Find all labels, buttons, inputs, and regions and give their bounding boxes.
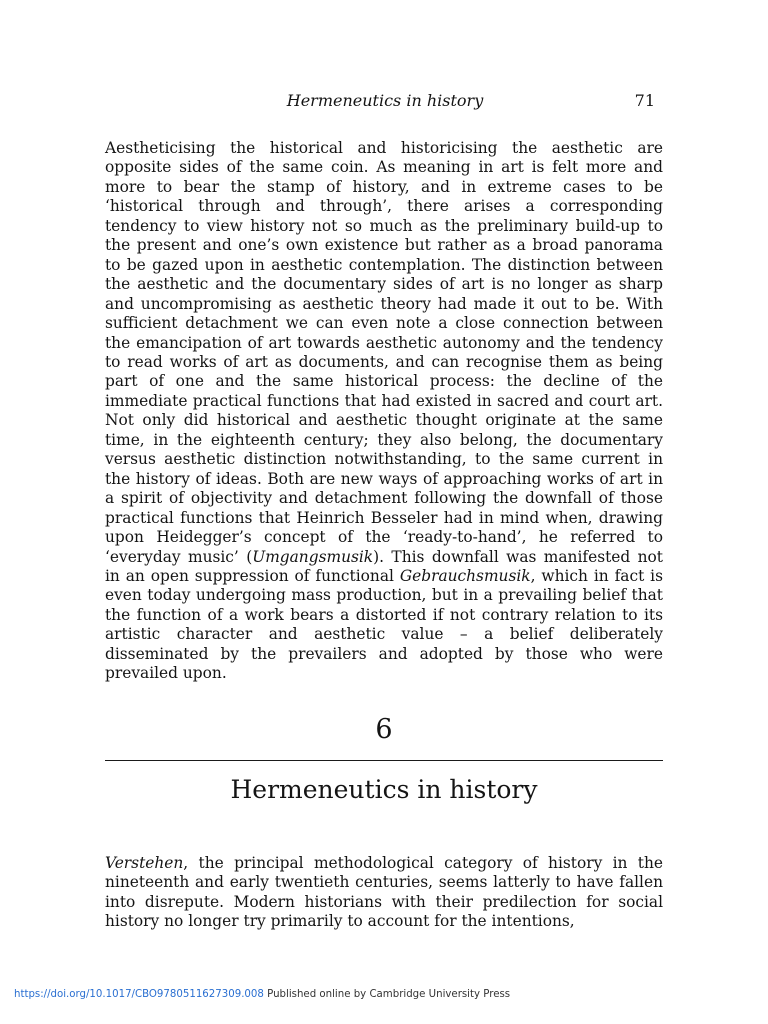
paragraph-1-italic-umgangsmusik: Umgangsmusik xyxy=(252,547,374,566)
paragraph-2 xyxy=(105,854,663,932)
running-title: Hermeneutics in history xyxy=(286,91,484,110)
publisher-note: Published online by Cambridge University Press xyxy=(263,989,511,1000)
running-head xyxy=(105,90,663,112)
doi-link[interactable]: https://doi.org/10.1017/CBO9780511627309.008 xyxy=(14,989,264,1000)
page-footer xyxy=(14,988,510,1002)
paragraph-2-text: , the principal methodological category of history in the nineteenth and early twentieth centuries, seems latterly to have fallen into disrepute. Modern historians with their predilection for social history no longer try primarily to account for the intentions, xyxy=(105,854,663,931)
page-number: 71 xyxy=(634,91,655,110)
paragraph-1-text-c: , which in fact is even today undergoing mass production, but in a prevailing belief that the function of a work bears a distorted if not contrary relation to its artistic character and aesthetic value – a belief deliberately disseminated by the prevailers and adopted by those who were prevailed upon. xyxy=(105,566,663,683)
paragraph-1-italic-gebrauchsmusik: Gebrauchsmusik xyxy=(399,566,531,585)
chapter-title: Hermeneutics in history xyxy=(230,775,538,804)
paragraph-2-italic-verstehen: Verstehen xyxy=(105,854,184,872)
paragraph-1-text-a: Aestheticising the historical and historicising the aesthetic are opposite sides of the same coin. As meaning in art is felt more and more to bear the stamp of history, and in extreme cases to be ‘historical through and through’, there arises a corresponding tendency to view history not so much as the preliminary build-up to the present and one’s own existence but rather as a broad panorama to be gazed upon in aesthetic contemplation. The distinction between the aesthetic and the documentary sides of art is no longer as sharp and uncompromising as aesthetic theory had made it out to be. With sufficient detachment we can even note a close connection between the emancipation of art towards aesthetic autonomy and the tendency to read works of art as documents, and can recognise them as being part of one and the same historical process: the decline of the immediate practical functions that had existed in sacred and court art. Not only did historical and aesthetic thought originate at the same time, in the eighteenth century; they also belong, the documentary versus aesthetic distinction notwithstanding, to the same current in the history of ideas. Both are new ways of approaching works of art in a spirit of objectivity and detachment following the downfall of those practical functions that Heinrich Besseler had in mind when, drawing upon Heidegger’s concept of the ‘ready-to-hand’, he referred to ‘everyday music’ ( xyxy=(105,139,663,566)
chapter-number: 6 xyxy=(375,714,393,745)
paragraph-1 xyxy=(105,139,663,684)
chapter-divider xyxy=(105,760,663,761)
paragraph-1-text-b: ). This downfall was manifested not in an open suppression of functional xyxy=(105,547,663,585)
